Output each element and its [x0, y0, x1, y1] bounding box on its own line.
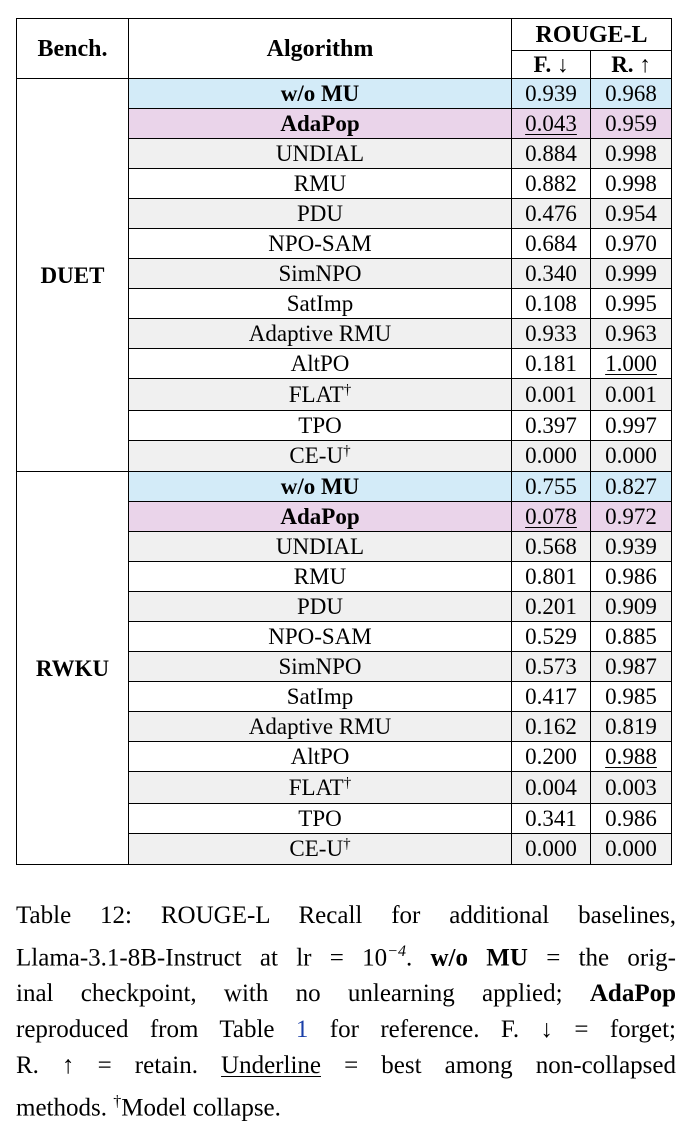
forget-value-text: 0.755 [525, 474, 577, 499]
results-table [16, 18, 672, 865]
forget-value [512, 562, 591, 592]
caption-text-6b: Model collapse. [121, 1094, 281, 1122]
forget-value [512, 440, 591, 472]
forget-value [512, 410, 591, 440]
forget-value [512, 349, 591, 379]
retain-value [591, 742, 672, 772]
retain-value [591, 532, 672, 562]
forget-value [512, 259, 591, 289]
algorithm-cell [129, 79, 512, 109]
retain-value-text: 0.986 [605, 805, 657, 831]
forget-value-text: 0.397 [525, 412, 577, 438]
forget-value [512, 712, 591, 742]
header-forget: F. ↓ [512, 51, 591, 79]
forget-value-text: 0.201 [525, 594, 577, 619]
caption-text-4b: for reference. F. ↓ = forget; [308, 1016, 677, 1044]
algorithm-name: w/o MU [280, 474, 360, 499]
retain-value [591, 502, 672, 532]
algorithm-cell [129, 682, 512, 712]
retain-value-text: 0.998 [605, 171, 657, 196]
retain-value-text: 0.997 [605, 412, 657, 438]
retain-value-text: 0.909 [605, 594, 657, 619]
forget-value-text: 0.939 [525, 81, 577, 106]
algorithm-name: FLAT [288, 381, 344, 407]
collapse-dagger: † [343, 836, 351, 853]
algorithm-name: NPO-SAM [268, 231, 372, 256]
caption-exponent: −4 [387, 943, 406, 960]
algorithm-cell [129, 289, 512, 319]
retain-value [591, 652, 672, 682]
retain-value [591, 622, 672, 652]
retain-value [591, 562, 672, 592]
caption-wo-mu: w/o MU [430, 944, 528, 972]
algorithm-cell [129, 109, 512, 139]
retain-value-text: 0.000 [605, 443, 657, 469]
forget-value-text: 0.181 [525, 351, 577, 376]
algorithm-cell [129, 139, 512, 169]
bench-label: RWKU [17, 472, 129, 865]
retain-value-text: 0.827 [605, 474, 657, 499]
algorithm-name: AdaPop [280, 504, 360, 529]
forget-value-text: 0.004 [525, 774, 577, 800]
retain-value-text: 0.819 [605, 714, 657, 739]
algorithm-name: Adaptive RMU [248, 321, 392, 346]
retain-value [591, 440, 672, 472]
algorithm-name: PDU [296, 594, 343, 619]
algorithm-cell [129, 410, 512, 440]
header-bench: Bench. [17, 19, 129, 79]
forget-value-text: 0.000 [525, 443, 577, 469]
algorithm-cell [129, 199, 512, 229]
caption-text-6a: methods. [16, 1094, 114, 1122]
retain-value [591, 379, 672, 411]
caption-text-3a: inal checkpoint, with no unlearning applied; [16, 980, 590, 1008]
table-row [17, 79, 672, 109]
algorithm-name: CE-U [289, 836, 344, 862]
algorithm-name: TPO [298, 805, 342, 831]
caption-adapop: AdaPop [589, 980, 676, 1008]
retain-value-text: 0.970 [605, 231, 657, 256]
algorithm-cell [129, 592, 512, 622]
caption-text-5b: = best among non-collapsed [321, 1052, 676, 1080]
caption-label: Table 12: [16, 902, 132, 929]
forget-value [512, 472, 591, 502]
retain-value [591, 712, 672, 742]
algorithm-cell [129, 712, 512, 742]
algorithm-name: w/o MU [280, 81, 360, 106]
caption-dagger: † [113, 1093, 122, 1111]
retain-value-text: 0.000 [605, 836, 657, 862]
forget-value [512, 592, 591, 622]
algorithm-name: PDU [296, 201, 343, 226]
algorithm-name: UNDIAL [275, 534, 365, 559]
forget-value [512, 319, 591, 349]
algorithm-name: FLAT [288, 774, 344, 800]
algorithm-name: AdaPop [280, 111, 360, 136]
retain-value [591, 410, 672, 440]
algorithm-cell [129, 472, 512, 502]
algorithm-cell [129, 169, 512, 199]
retain-value [591, 592, 672, 622]
retain-value-text: 0.972 [605, 504, 657, 529]
algorithm-name: SatImp [286, 684, 354, 709]
forget-value [512, 289, 591, 319]
forget-value [512, 109, 591, 139]
caption-underline-word: Underline [221, 1052, 321, 1080]
retain-value-text: 0.959 [605, 111, 657, 136]
algorithm-cell [129, 349, 512, 379]
algorithm-cell [129, 440, 512, 472]
table-caption [16, 898, 676, 1127]
retain-value-text: 0.986 [605, 564, 657, 589]
algorithm-cell [129, 229, 512, 259]
algorithm-name: SimNPO [278, 261, 362, 286]
algorithm-name: Adaptive RMU [248, 714, 392, 739]
retain-value [591, 803, 672, 833]
retain-value [591, 472, 672, 502]
retain-value [591, 109, 672, 139]
algorithm-name: SatImp [286, 291, 354, 316]
caption-line-3 [16, 976, 676, 1012]
retain-value-text: 0.885 [605, 624, 657, 649]
retain-value-text: 0.988 [605, 744, 657, 769]
algorithm-cell [129, 562, 512, 592]
forget-value [512, 803, 591, 833]
forget-value-text: 0.078 [525, 504, 577, 529]
retain-value-text: 0.995 [605, 291, 657, 316]
forget-value [512, 79, 591, 109]
algorithm-name: CE-U [289, 443, 344, 469]
forget-value-text: 0.001 [525, 381, 577, 407]
caption-line-2 [16, 934, 676, 976]
forget-value-text: 0.568 [525, 534, 577, 559]
forget-value-text: 0.884 [525, 141, 577, 166]
caption-text-2b: . [405, 944, 431, 972]
retain-value-text: 0.999 [605, 261, 657, 286]
header-rouge-l: ROUGE-L [512, 19, 672, 51]
retain-value-text: 0.939 [605, 534, 657, 559]
forget-value [512, 229, 591, 259]
algorithm-cell [129, 803, 512, 833]
retain-value-text: 0.968 [605, 81, 657, 106]
collapse-dagger: † [343, 443, 351, 460]
caption-text-2c: = the orig- [527, 944, 676, 972]
retain-value [591, 289, 672, 319]
header-algorithm: Algorithm [129, 19, 512, 79]
collapse-dagger: † [343, 381, 352, 398]
retain-value [591, 199, 672, 229]
retain-value-text: 0.987 [605, 654, 657, 679]
retain-value [591, 772, 672, 804]
caption-line-5 [16, 1048, 676, 1084]
algorithm-name: RMU [293, 171, 347, 196]
forget-value-text: 0.801 [525, 564, 577, 589]
algorithm-cell [129, 502, 512, 532]
forget-value-text: 0.933 [525, 321, 577, 346]
forget-value [512, 742, 591, 772]
forget-value [512, 772, 591, 804]
forget-value-text: 0.573 [525, 654, 577, 679]
forget-value-text: 0.000 [525, 836, 577, 862]
retain-value-text: 0.963 [605, 321, 657, 346]
forget-value-text: 0.200 [525, 744, 577, 769]
algorithm-name: TPO [298, 412, 342, 438]
retain-value-text: 1.000 [605, 351, 657, 376]
forget-value [512, 199, 591, 229]
bench-label: DUET [17, 79, 129, 472]
retain-value [591, 833, 672, 865]
forget-value [512, 139, 591, 169]
forget-value-text: 0.882 [525, 171, 577, 196]
algorithm-cell [129, 532, 512, 562]
caption-text-1: ROUGE-L Recall for additional baselines, [160, 902, 676, 929]
caption-text-2a: Llama-3.1-8B-Instruct at lr = 10 [16, 944, 388, 972]
caption-table-ref-link[interactable]: 1 [295, 1016, 309, 1044]
algorithm-cell [129, 772, 512, 804]
algorithm-cell [129, 833, 512, 865]
algorithm-name: AltPO [290, 351, 350, 376]
forget-value-text: 0.043 [525, 111, 577, 136]
forget-value [512, 502, 591, 532]
retain-value [591, 259, 672, 289]
algorithm-name: AltPO [290, 744, 350, 769]
forget-value [512, 682, 591, 712]
forget-value-text: 0.684 [525, 231, 577, 256]
algorithm-name: RMU [293, 564, 347, 589]
retain-value [591, 319, 672, 349]
retain-value-text: 0.003 [605, 774, 657, 800]
retain-value [591, 682, 672, 712]
retain-value [591, 139, 672, 169]
forget-value-text: 0.341 [525, 805, 577, 831]
caption-line-1 [16, 898, 676, 934]
forget-value-text: 0.108 [525, 291, 577, 316]
forget-value [512, 652, 591, 682]
table-body [17, 79, 672, 865]
algorithm-cell [129, 622, 512, 652]
caption-text-5a: R. ↑ = retain. [16, 1052, 222, 1080]
forget-value [512, 833, 591, 865]
caption-line-6 [16, 1084, 676, 1126]
collapse-dagger: † [343, 774, 352, 791]
caption-text-4a: reproduced from Table [16, 1016, 296, 1044]
retain-value-text: 0.985 [605, 684, 657, 709]
algorithm-name: UNDIAL [275, 141, 365, 166]
algorithm-cell [129, 259, 512, 289]
algorithm-cell [129, 742, 512, 772]
forget-value [512, 622, 591, 652]
caption-line-4 [16, 1012, 676, 1048]
header-retain: R. ↑ [591, 51, 672, 79]
table-row [17, 472, 672, 502]
forget-value-text: 0.340 [525, 261, 577, 286]
retain-value [591, 79, 672, 109]
retain-value-text: 0.001 [605, 381, 657, 407]
retain-value [591, 349, 672, 379]
retain-value-text: 0.954 [605, 201, 657, 226]
algorithm-name: NPO-SAM [268, 624, 372, 649]
algorithm-cell [129, 319, 512, 349]
algorithm-cell [129, 652, 512, 682]
forget-value [512, 169, 591, 199]
retain-value [591, 169, 672, 199]
retain-value [591, 229, 672, 259]
forget-value-text: 0.162 [525, 714, 577, 739]
forget-value-text: 0.417 [525, 684, 577, 709]
forget-value-text: 0.529 [525, 624, 577, 649]
forget-value [512, 532, 591, 562]
retain-value-text: 0.998 [605, 141, 657, 166]
forget-value-text: 0.476 [525, 201, 577, 226]
algorithm-cell [129, 379, 512, 411]
forget-value [512, 379, 591, 411]
algorithm-name: SimNPO [278, 654, 362, 679]
